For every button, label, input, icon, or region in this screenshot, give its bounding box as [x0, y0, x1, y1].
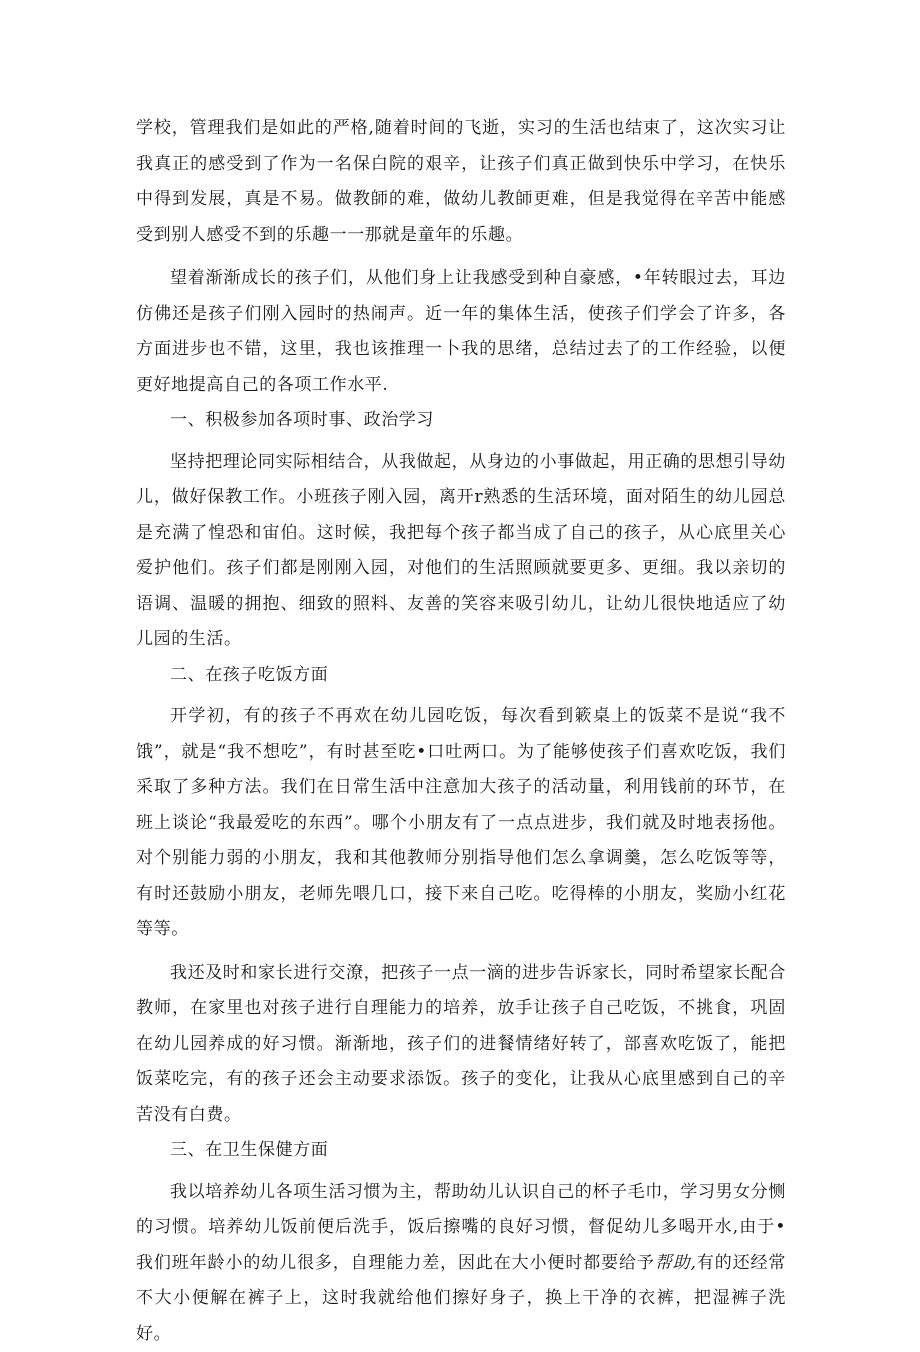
document-body: [136, 111, 786, 1352]
section-3-body-part-a: 我以培养幼儿各项生活习惯为主，帮助幼儿认识自己的杯子毛巾，学习男女分恻的习惯。培养幼儿饭前便后洗手，饭后擦嘴的良好习惯，督促幼儿多喝开水,由于•我们班年龄小的幼儿很多，自理能力差，因此在大小便时都要给予: [136, 1182, 786, 1273]
section-3-body-italic: 帮助,: [655, 1253, 697, 1273]
section-1-body: 坚持把理论同实际相结合，从我做起，从身边的小事做起，用正确的思想引导幼儿，做好保教工作。小班孩子刚入园，离开r熟悉的生活环境，面对陌生的幼儿园总是充满了惶恐和宙伯。这时候，我把每个孩子都当成了自己的孩子，从心底里关心爱护他们。孩子们都是刚刚入园，对他们的生活照顾就要更多、更细。我以亲切的语调、温暖的拥抱、细致的照料、友善的笑容来吸引幼儿，让幼儿很快地适应了幼儿园的生活。: [136, 445, 786, 658]
section-heading-2: 二、在孩子吃饭方面: [136, 658, 786, 694]
paragraph-intro-continuation: 学校，管理我们是如此的严格,随着时间的飞逝，实习的生活也结束了，这次实习让我真正的感受到了作为一名保白院的艰辛，让孩子们真正做到快乐中学习，在快乐中得到发展，真是不易。做教師的难，做幼儿教師更难，但是我觉得在辛苦中能感受到别人感受不到的乐趣一一那就是童年的乐趣。: [136, 111, 786, 253]
section-3-body-part-b: 有的还经常不大小便解在裤子上，这时我就给他们擦好身子，换上干净的衣裤，把湿裤子洗好。: [136, 1253, 786, 1344]
section-2-body-1: 开学初，有的孩子不再欢在幼儿园吃饭，每次看到簌桌上的饭菜不是说“我不饿”，就是“我不想吃”，有时甚至吃•口吐两口。为了能够使孩子们喜欢吃饭，我们采取了多种方法。我们在日常生活中注意加大孩子的活动量，利用钱前的环节，在班上谈论“我最爱吃的东西”。哪个小朋友有了一点点进步，我们就及时地表扬他。对个别能力弱的小朋友，我和其他教师分别指导他们怎么拿调羹，怎么吃饭等等，有时还鼓励小朋友，老师先喂几口，接下来自己吃。吃得棒的小朋友，奖励小红花等等。: [136, 699, 786, 948]
section-heading-1: 一、积极参加各项时事、政治学习: [136, 403, 786, 439]
paragraph-reflection: 望着渐渐成长的孩子们，从他们身上让我感受到种自豪感，•年转眼过去，耳边仿佛还是孩子们刚入园时的热闹声。近一年的集体生活，使孩子们学会了许多，各方面进步也不错，这里，我也该推理一卜我的思绪，总结过去了的工作经验，以便更好地提高自己的各项工作水平.: [136, 261, 786, 403]
section-2-body-2: 我还及时和家长进行交潦，把孩子一点一滴的进步告诉家长，同时希望家长配合教师，在家里也对孩子进行自理能力的培养，放手让孩子自己吃饭，不挑食，巩固在幼儿园养成的好习惯。渐渐地，孩子们的进餐情绪好转了，部喜欢吃饭了，能把饭菜吃完，有的孩子还会主动要求添饭。孩子的变化，让我从心底里感到自己的辛苦没有白费。: [136, 956, 786, 1134]
section-heading-3: 三、在卫生保健方面: [136, 1133, 786, 1169]
section-3-body: [136, 1175, 786, 1352]
